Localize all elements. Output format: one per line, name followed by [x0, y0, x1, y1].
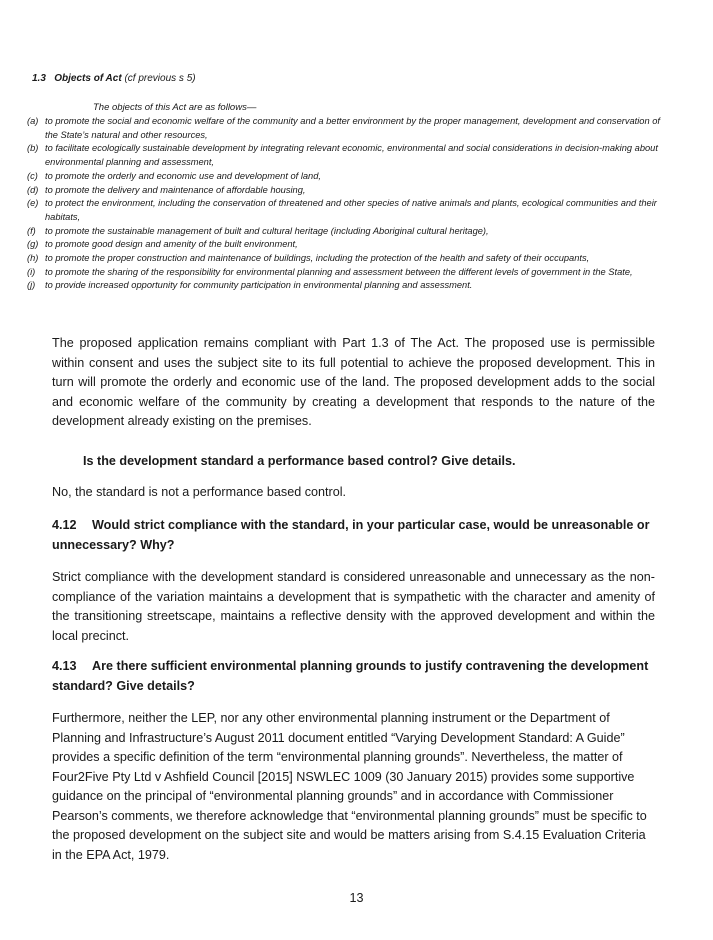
quoted-section-note: (cf previous s 5) — [124, 73, 196, 84]
list-item-text: to promote the delivery and maintenance of affordable housing, — [45, 184, 306, 195]
section-heading-4-13 — [52, 656, 655, 696]
list-item-label: (j) — [27, 280, 36, 291]
list-item — [27, 279, 667, 293]
quoted-section-title: Objects of Act — [54, 73, 122, 84]
list-item-text: to promote the sustainable management of built and cultural heritage (including Aboriginal cultural heritage), — [45, 225, 489, 236]
list-item — [27, 170, 667, 184]
list-item-label: (b) — [27, 143, 39, 154]
performance-answer: No, the standard is not a performance based control. — [52, 485, 347, 499]
section-4-13-body: Furthermore, neither the LEP, nor any other environmental planning instrument or the Department of Planning and Infrastructure’s August 2011 document entitled “Varying Development Standard: A Guide” provides a specific definition of the term “environmental planning grounds”. Nevertheless, the matter of Four2Five Pty Ltd v Ashfield Council [2015] NSWLEC 1009 (30 January 2015) provides some supportive guidance on the principal of “environmental planning grounds” and in accordance with Commissioner Pearson’s comments, we therefore acknowledge that “environmental planning grounds” must be specific to the proposed development on the subject site and would be matters arising from S.4.15 Evaluation Criteria in the EPA Act, 1979. — [52, 711, 647, 862]
list-item-text: to promote the orderly and economic use and development of land, — [45, 170, 321, 181]
list-item-text: to promote the proper construction and maintenance of buildings, including the protection of the health and safety of their occupants, — [45, 253, 590, 264]
list-item — [27, 225, 667, 239]
list-item-label: (a) — [27, 116, 39, 126]
list-item-label: (f) — [27, 225, 36, 236]
list-item-label: (c) — [27, 170, 38, 181]
list-item-text: to promote the sharing of the responsibility for environmental planning and assessment between the different levels of government in the State, — [45, 266, 633, 277]
list-item-label: (i) — [27, 266, 36, 277]
list-item-text: to facilitate ecologically sustainable development by integrating relevant economic, environmental and social considerations in decision-making about environmental planning and assessment, — [45, 143, 658, 168]
list-item — [27, 142, 667, 169]
list-item — [27, 266, 667, 280]
section-number: 4.12 — [52, 518, 77, 532]
quoted-section-heading — [32, 73, 196, 84]
section-title: Are there sufficient environmental planning grounds to justify contravening the development standard? Give details? — [52, 659, 649, 693]
page-number: 13 — [349, 891, 364, 905]
list-item — [27, 238, 667, 252]
objects-list — [27, 115, 667, 293]
compliance-paragraph: The proposed application remains compliant with Part 1.3 of The Act. The proposed use is permissible within consent and uses the subject site to its full potential to achieve the proposed development. This in turn will promote the orderly and economic use of the land. The proposed development adds to the social and economic welfare of the community by creating a development that responds to the nature of the development already existing on the premises. — [52, 336, 655, 428]
list-item-label: (h) — [27, 253, 39, 264]
section-number: 4.13 — [52, 659, 77, 673]
list-item — [27, 184, 667, 198]
list-item — [27, 252, 667, 266]
list-item-text: to provide increased opportunity for community participation in environmental planning and assessment. — [45, 280, 473, 291]
section-4-12-body: Strict compliance with the development standard is considered unreasonable and unnecessary as the non-compliance of the variation maintains a development that is sympathetic with the character and amenity of the transitioning streetscape, maintains a reflective density with the approved development and within the local precinct. — [52, 570, 655, 643]
list-item-label: (d) — [27, 184, 39, 195]
quoted-intro: The objects of this Act are as follows— — [93, 102, 257, 113]
list-item — [27, 115, 667, 142]
section-heading-4-12 — [52, 515, 655, 555]
section-title: Would strict compliance with the standard, in your particular case, would be unreasonable or unnecessary? Why? — [52, 518, 650, 552]
list-item-text: to promote good design and amenity of the built environment, — [45, 239, 298, 250]
quoted-section-number: 1.3 — [32, 73, 46, 84]
performance-question-heading: Is the development standard a performance based control? Give details. — [83, 454, 516, 468]
list-item — [27, 197, 667, 224]
list-item-text: to promote the social and economic welfare of the community and a better environment by the proper management, development and conservation of the State’s natural and other resources, — [45, 116, 660, 140]
list-item-text: to protect the environment, including the conservation of threatened and other species of native animals and plants, ecological communities and their habitats, — [45, 198, 657, 222]
list-item-label: (g) — [27, 239, 39, 250]
list-item-label: (e) — [27, 198, 39, 209]
